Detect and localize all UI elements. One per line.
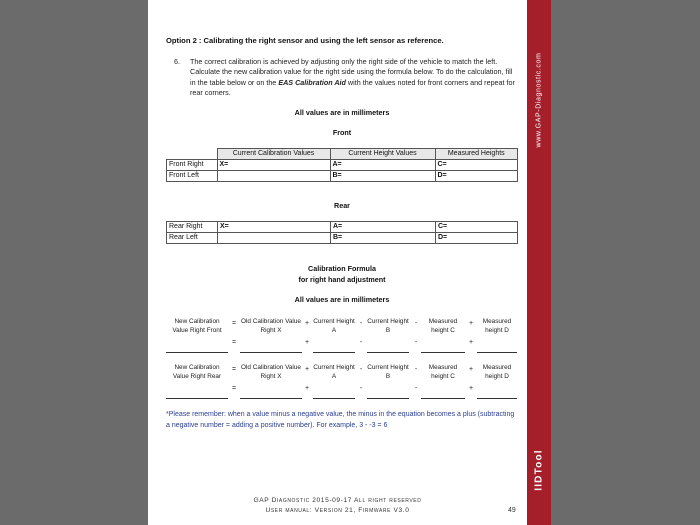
answer-line[interactable] bbox=[166, 398, 228, 399]
row-label: Rear Right bbox=[167, 222, 218, 233]
section-heading: Option 2 : Calibrating the right sensor and using the left sensor as reference. bbox=[166, 36, 444, 45]
answer-line[interactable] bbox=[240, 352, 302, 353]
minus-operator: - bbox=[414, 320, 418, 327]
formula-term: New Calibration Value Right Rear bbox=[172, 364, 222, 380]
column-header: Current Height Values bbox=[330, 149, 435, 160]
formula-title: Calibration Formula bbox=[308, 264, 376, 273]
row-label: Front Right bbox=[167, 160, 218, 171]
table-cell[interactable]: C= bbox=[436, 222, 518, 233]
table-cell[interactable] bbox=[218, 233, 331, 244]
table-row bbox=[167, 233, 518, 244]
units-note-formula: All values are in millimeters bbox=[294, 295, 390, 304]
column-header: Current Calibration Values bbox=[217, 149, 330, 160]
formula-term: Current Height A bbox=[313, 364, 355, 380]
equals-operator: = bbox=[231, 385, 237, 392]
table-cell[interactable]: B= bbox=[331, 233, 436, 244]
table-header-blank bbox=[167, 149, 218, 160]
table-cell[interactable]: A= bbox=[330, 160, 435, 171]
page-number: 49 bbox=[508, 507, 516, 514]
plus-operator: + bbox=[468, 385, 474, 392]
minus-operator: - bbox=[359, 320, 363, 327]
step-number: 6. bbox=[174, 57, 180, 66]
remember-note: *Please remember: when a value minus a negative value, the minus in the equation becomes a plus (subtracting a negative number = adding a positive number). For example, 3 - -3 = 6 bbox=[166, 411, 515, 429]
table-cell[interactable] bbox=[217, 171, 330, 182]
footer-version: User manual: Version 21, Firmware V3.0 bbox=[265, 507, 410, 514]
answer-line[interactable] bbox=[240, 398, 302, 399]
answer-line[interactable] bbox=[421, 352, 465, 353]
sidebar-brand: IIDTool bbox=[533, 449, 545, 491]
table-row bbox=[167, 160, 518, 171]
rear-title: Rear bbox=[334, 201, 350, 210]
answer-line[interactable] bbox=[421, 398, 465, 399]
plus-operator: + bbox=[468, 366, 474, 373]
minus-operator: - bbox=[359, 385, 363, 392]
table-cell[interactable]: D= bbox=[435, 171, 518, 182]
plus-operator: + bbox=[468, 339, 474, 346]
plus-operator: + bbox=[468, 320, 474, 327]
formula-term: New Calibration Value Right Front bbox=[172, 318, 222, 334]
table-cell[interactable]: A= bbox=[331, 222, 436, 233]
rear-table bbox=[166, 221, 518, 244]
table-row bbox=[167, 171, 518, 182]
formula-term: Measured height C bbox=[428, 364, 458, 380]
step-paragraph: The correct calibration is achieved by adjusting only the right side of the vehicle to match the left. Calculate the new calibration value for the right side using the formula below. To do the calculation, fill in the table below or on the EAS Calibration Aid with the values noted for front corners and repeat for rear corners. bbox=[190, 57, 515, 97]
minus-operator: - bbox=[414, 366, 418, 373]
table-cell[interactable]: X= bbox=[217, 160, 330, 171]
sidebar-url: www.GAP-Diagnostic.com bbox=[535, 52, 543, 148]
formula-term: Current Height A bbox=[313, 318, 355, 334]
answer-line[interactable] bbox=[313, 352, 355, 353]
table-cell[interactable]: D= bbox=[436, 233, 518, 244]
calibration-aid-ref: EAS Calibration Aid bbox=[278, 77, 346, 87]
units-note-top: All values are in millimeters bbox=[294, 108, 390, 117]
formula-term: Measured height D bbox=[482, 318, 512, 334]
formula-term: Old Calibration Value Right X bbox=[241, 364, 301, 380]
answer-line[interactable] bbox=[477, 398, 517, 399]
formula-subtitle: for right hand adjustment bbox=[298, 275, 386, 284]
footer-copyright: GAP Diagnostic 2015-09-17 All right reserved bbox=[253, 497, 422, 504]
table-cell[interactable]: B= bbox=[330, 171, 435, 182]
column-header: Measured Heights bbox=[435, 149, 518, 160]
formula-term: Measured height C bbox=[428, 318, 458, 334]
equals-operator: = bbox=[231, 366, 237, 373]
minus-operator: - bbox=[359, 366, 363, 373]
plus-operator: + bbox=[304, 366, 310, 373]
plus-operator: + bbox=[304, 339, 310, 346]
answer-line[interactable] bbox=[367, 352, 409, 353]
formula-term: Current Height B bbox=[367, 364, 409, 380]
answer-line[interactable] bbox=[477, 352, 517, 353]
row-label: Front Left bbox=[167, 171, 218, 182]
plus-operator: + bbox=[304, 385, 310, 392]
front-table bbox=[166, 148, 518, 182]
answer-line[interactable] bbox=[313, 398, 355, 399]
answer-line[interactable] bbox=[367, 398, 409, 399]
formula-term: Old Calibration Value Right X bbox=[241, 318, 301, 334]
answer-line[interactable] bbox=[166, 352, 228, 353]
table-cell[interactable]: X= bbox=[218, 222, 331, 233]
plus-operator: + bbox=[304, 320, 310, 327]
minus-operator: - bbox=[359, 339, 363, 346]
equals-operator: = bbox=[231, 339, 237, 346]
equals-operator: = bbox=[231, 320, 237, 327]
front-title: Front bbox=[332, 128, 352, 137]
row-label: Rear Left bbox=[167, 233, 218, 244]
table-header-row bbox=[167, 149, 518, 160]
minus-operator: - bbox=[414, 339, 418, 346]
table-row bbox=[167, 222, 518, 233]
table-cell[interactable]: C= bbox=[435, 160, 518, 171]
formula-term: Measured height D bbox=[482, 364, 512, 380]
minus-operator: - bbox=[414, 385, 418, 392]
formula-term: Current Height B bbox=[367, 318, 409, 334]
